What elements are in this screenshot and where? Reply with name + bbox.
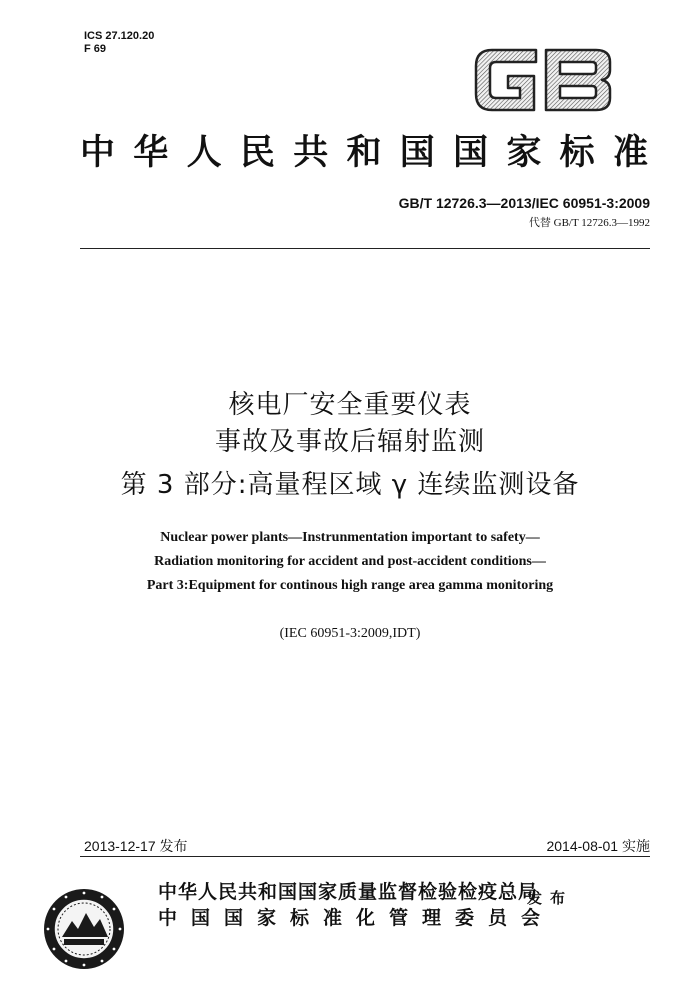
adoption-note: (IEC 60951-3:2009,IDT) <box>279 626 421 641</box>
header-divider <box>80 248 650 249</box>
seal-icon <box>42 887 126 971</box>
issuer-aqsiq: 中华人民共和国国家质量监督检验检疫总局 <box>158 881 539 903</box>
national-standard-title: 中华人民共和国国家标准 <box>80 132 650 173</box>
publish-label: 发布 <box>527 889 574 907</box>
implementation-date: 2014-08-01 实施 <box>546 838 650 854</box>
title-en-line-1: Nuclear power plants—Instrunmentation important to safety— <box>160 530 540 545</box>
gb-logo-g <box>476 50 536 110</box>
ccs-code: F 69 <box>84 43 107 55</box>
title-en-line-3: Part 3:Equipment for continous high range area gamma monitoring <box>146 578 554 593</box>
title-en-line-2: Radiation monitoring for accident and post-accident conditions— <box>154 554 546 569</box>
standard-number: GB/T 12726.3—2013/IEC 60951-3:2009 <box>398 195 650 211</box>
classification-codes <box>84 30 154 56</box>
title-cn-line-1: 核电厂安全重要仪表 <box>228 390 472 420</box>
issuer-sac: 中国国家标准化管理委员会 <box>158 907 555 929</box>
title-cn-line-2: 事故及事故后辐射监测 <box>214 427 485 457</box>
title-cn-line-3: 第 3 部分:高量程区域 γ 连续监测设备 <box>120 470 580 500</box>
ics-code: ICS 27.120.20 <box>84 30 155 42</box>
footer-divider <box>80 856 650 857</box>
gb-logo <box>470 40 616 120</box>
issue-date: 2013-12-17 发布 <box>84 838 188 854</box>
replaces-standard: 代替 GB/T 12726.3—1992 <box>528 217 650 229</box>
gb-logo-b <box>546 50 610 110</box>
